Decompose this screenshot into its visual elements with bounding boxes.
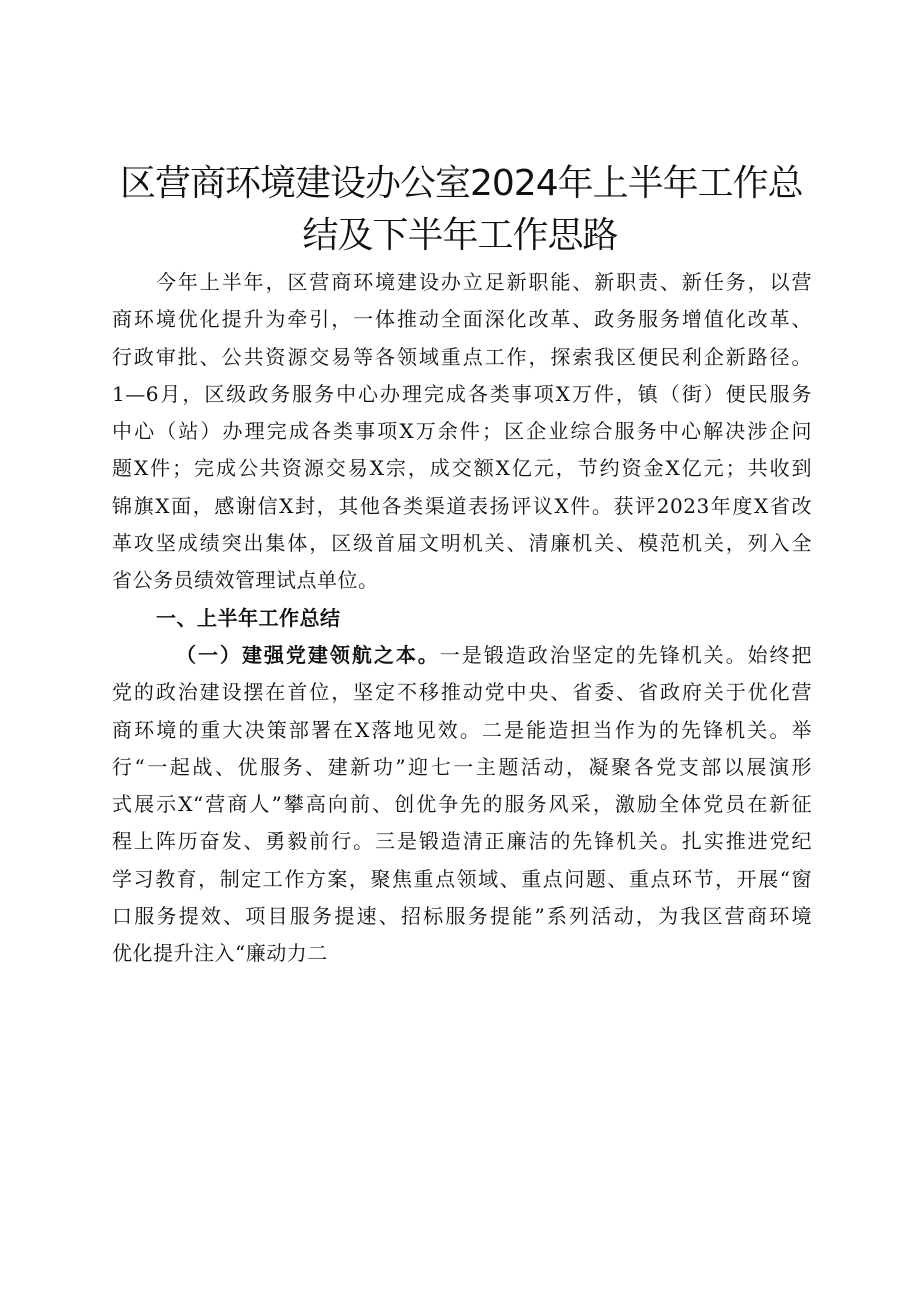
- paragraph-line: 党的政治建设摆在首位，坚定不移推动党中央、省委、省政府关于优化营: [112, 680, 812, 705]
- paragraph-line: 程上阵历奋发、勇毅前行。三是锻造清正廉洁的先锋机关。扎实推进党纪: [112, 829, 812, 854]
- paragraph-line: 学习教育，制定工作方案，聚焦重点领域、重点问题、重点环节，开展“窗: [112, 866, 812, 891]
- paragraph-line: 式展示X“营商人”攀高向前、创优争先的服务风采，激励全体党员在新征: [112, 792, 812, 817]
- paragraph-line: 革攻坚成绩突出集体，区级首届文明机关、清廉机关、模范机关，列入全: [112, 531, 812, 556]
- paragraph-line: 中心（站）办理完成各类事项X万余件；区企业综合服务中心解决涉企问: [112, 419, 812, 444]
- subsection-title: （一）建强党建领航之本。: [176, 642, 440, 667]
- paragraph-line: 1—6月，区级政务服务中心办理完成各类事项X万件，镇（街）便民服务: [112, 381, 812, 406]
- subsection-paragraph: [112, 637, 812, 973]
- section-heading: 一、上半年工作总结: [156, 605, 341, 630]
- paragraph-line: 商环境的重大决策部署在X落地见效。二是能造担当作为的先锋机关。举: [112, 717, 812, 742]
- subsection-first-line-rest: 一是锻造政治坚定的先锋机关。始终把: [439, 642, 813, 667]
- title-line-1: 区营商环境建设办公室2024年上半年工作总: [120, 163, 803, 204]
- paragraph-line: [112, 637, 812, 674]
- intro-paragraph: [112, 264, 812, 600]
- paragraph-line: 行“一起战、优服务、建新功”迎七一主题活动，凝聚各党支部以展演形: [112, 754, 812, 779]
- document-body: [112, 264, 812, 973]
- paragraph-line: 行政审批、公共资源交易等各领域重点工作，探索我区便民利企新路径。: [112, 344, 812, 369]
- document-title: [120, 158, 803, 262]
- paragraph-line: 锦旗X面，感谢信X封，其他各类渠道表扬评议X件。获评2023年度X省改: [112, 493, 812, 518]
- paragraph-line: 省公务员绩效管理试点单位。: [112, 568, 379, 593]
- paragraph-line: 口服务提效、项目服务提速、招标服务提能”系列活动，为我区营商环境: [112, 904, 812, 929]
- paragraph-line: 题X件；完成公共资源交易X宗，成交额X亿元，节约资金X亿元；共收到: [112, 456, 812, 481]
- paragraph-line: 今年上半年，区营商环境建设办立足新职能、新职责、新任务，以营: [156, 270, 812, 294]
- paragraph-line: 商环境优化提升为牵引，一体推动全面深化改革、政务服务增值化改革、: [112, 307, 812, 332]
- paragraph-line: 优化提升注入“廉动力二: [112, 941, 328, 966]
- title-line-2: 结及下半年工作思路: [302, 215, 618, 256]
